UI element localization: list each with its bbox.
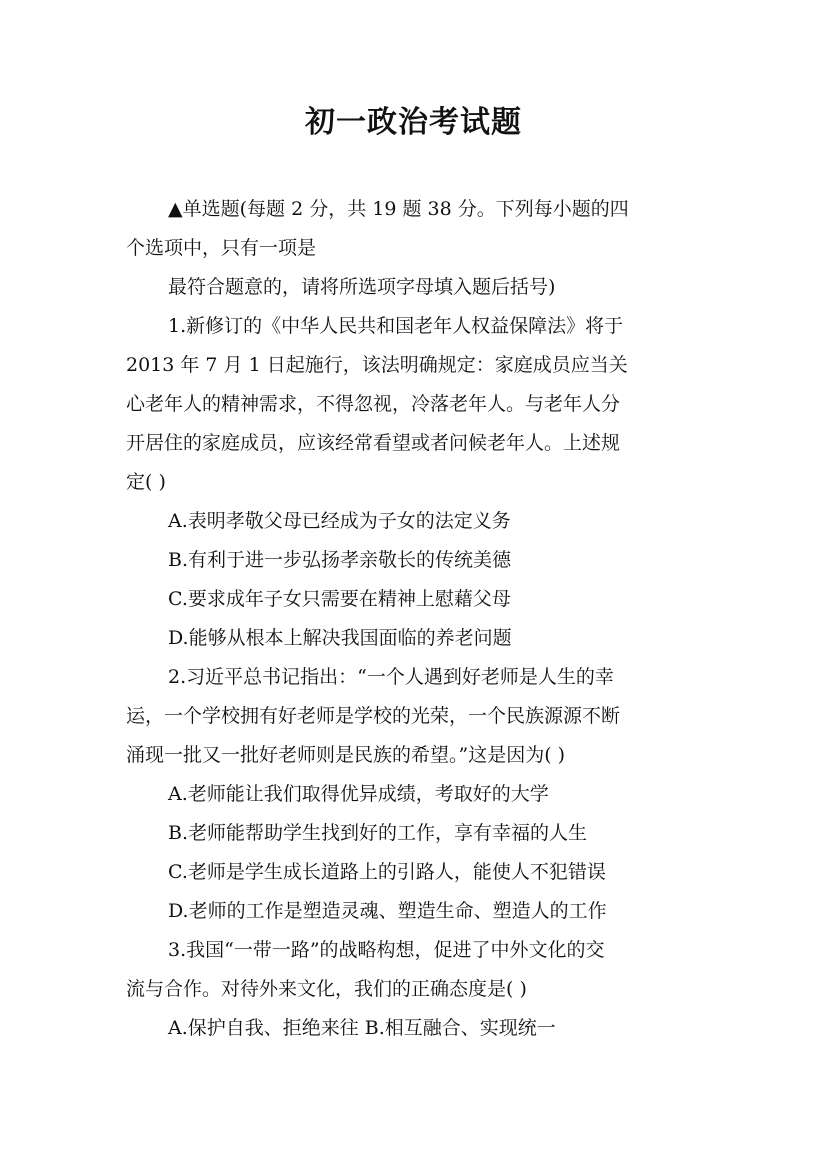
section-instruction-line: 最符合题意的，请将所选项字母填入题后括号) bbox=[168, 276, 556, 298]
question-1-option-d: D.能够从根本上解决我国面临的养老问题 bbox=[168, 627, 512, 649]
question-2-line: 2.习近平总书记指出：“一个人遇到好老师是人生的幸 bbox=[168, 666, 614, 688]
question-3-line: 流与合作。对待外来文化，我们的正确态度是( ) bbox=[126, 978, 527, 1000]
question-1-line: 2013 年 7 月 1 日起施行，该法明确规定：家庭成员应当关 bbox=[126, 354, 628, 376]
question-1-line: 1.新修订的《中华人民共和国老年人权益保障法》将于 bbox=[168, 315, 624, 337]
question-2-line: 运，一个学校拥有好老师是学校的光荣，一个民族源源不断 bbox=[126, 705, 621, 727]
question-1-line: 心老年人的精神需求，不得忽视，冷落老年人。与老年人分 bbox=[126, 393, 621, 415]
question-1-option-c: C.要求成年子女只需要在精神上慰藉父母 bbox=[168, 588, 511, 610]
question-1-option-a: A.表明孝敬父母已经成为子女的法定义务 bbox=[168, 510, 511, 532]
section-header-line: 个选项中，只有一项是 bbox=[126, 237, 317, 259]
page-title: 初一政治考试题 bbox=[305, 105, 522, 140]
question-2-option-d: D.老师的工作是塑造灵魂、塑造生命、塑造人的工作 bbox=[168, 900, 607, 922]
question-3-line: 3.我国“一带一路”的战略构想，促进了中外文化的交 bbox=[168, 939, 605, 961]
section-header-line: ▲单选题(每题 2 分，共 19 题 38 分。下列每小题的四 bbox=[168, 198, 629, 220]
question-2-option-b: B.老师能帮助学生找到好的工作，享有幸福的人生 bbox=[168, 822, 588, 844]
question-2-option-a: A.老师能让我们取得优异成绩，考取好的大学 bbox=[168, 783, 549, 805]
question-1-line: 开居住的家庭成员，应该经常看望或者问候老年人。上述规 bbox=[126, 432, 621, 454]
question-2-option-c: C.老师是学生成长道路上的引路人，能使人不犯错误 bbox=[168, 861, 606, 883]
question-1-option-b: B.有利于进一步弘扬孝亲敬长的传统美德 bbox=[168, 549, 512, 571]
question-2-line: 涌现一批又一批好老师则是民族的希望。”这是因为( ) bbox=[126, 744, 566, 766]
question-1-line: 定( ) bbox=[126, 471, 166, 493]
question-3-options-ab: A.保护自我、拒绝来往 B.相互融合、实现统一 bbox=[168, 1017, 556, 1039]
